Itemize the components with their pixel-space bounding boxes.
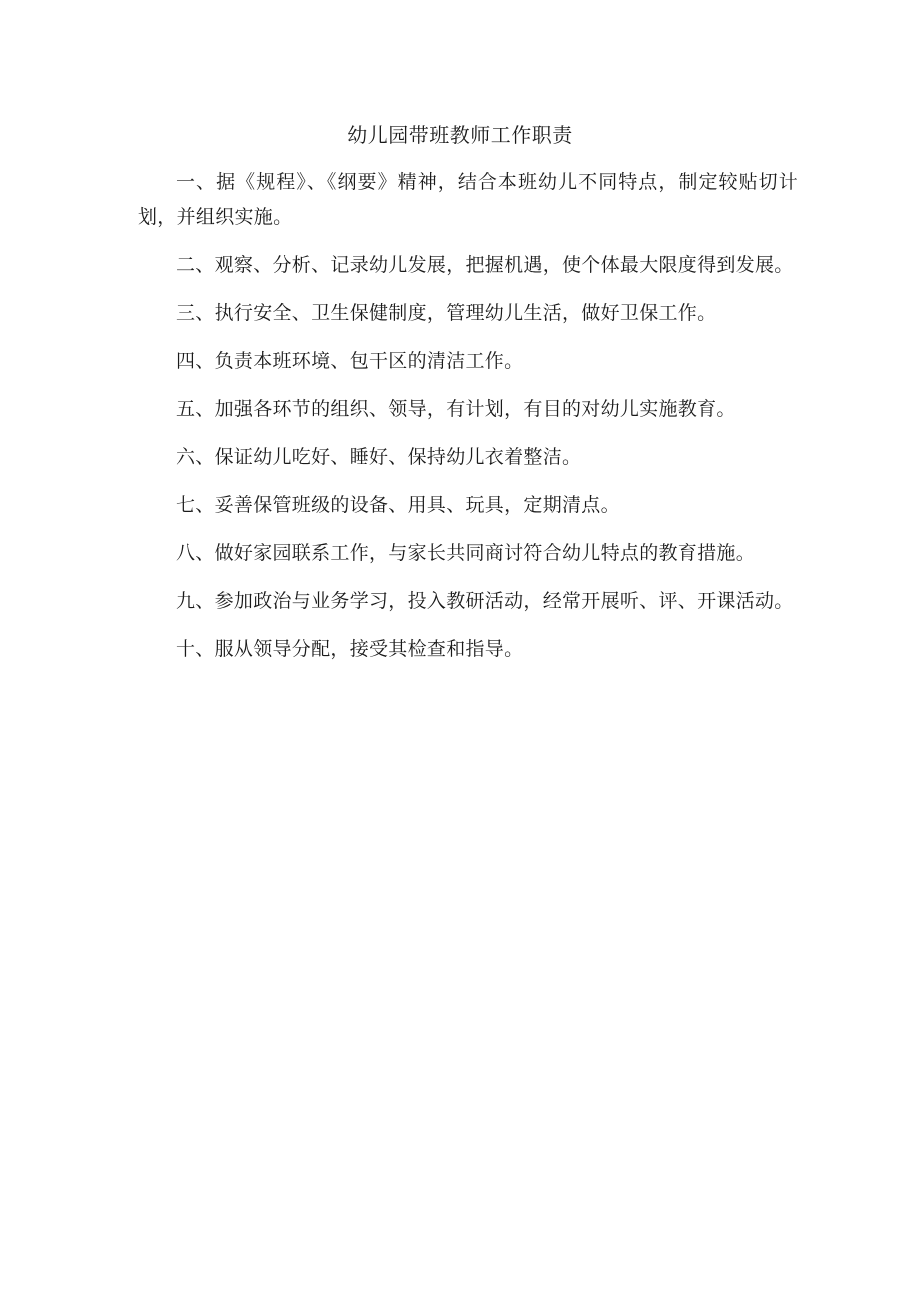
duty-item-5: 五、加强各环节的组织、领导，有计划，有目的对幼儿实施教育。 xyxy=(176,398,736,420)
document-body xyxy=(138,165,798,680)
duty-item-10: 十、服从领导分配，接受其检查和指导。 xyxy=(176,638,524,660)
duty-item-9: 九、参加政治与业务学习，投入教研活动，经常开展听、评、开课活动。 xyxy=(176,590,794,612)
duty-item-2: 二、观察、分析、记录幼儿发展，把握机遇，使个体最大限度得到发展。 xyxy=(176,254,794,276)
duty-item-4: 四、负责本班环境、包干区的清洁工作。 xyxy=(176,350,524,372)
duty-item-7: 七、妥善保管班级的设备、用具、玩具，定期清点。 xyxy=(176,494,620,516)
duty-item-3: 三、执行安全、卫生保健制度，管理幼儿生活，做好卫保工作。 xyxy=(176,302,717,324)
duty-item-1: 一、据《规程》、《纲要》精神，结合本班幼儿不同特点，制定较贴切计划，并组织实施。 xyxy=(138,171,798,228)
duty-item-8: 八、做好家园联系工作，与家长共同商讨符合幼儿特点的教育措施。 xyxy=(176,542,756,564)
duty-item-6: 六、保证幼儿吃好、睡好、保持幼儿衣着整洁。 xyxy=(176,446,582,468)
document-title: 幼儿园带班教师工作职责 xyxy=(347,123,573,147)
